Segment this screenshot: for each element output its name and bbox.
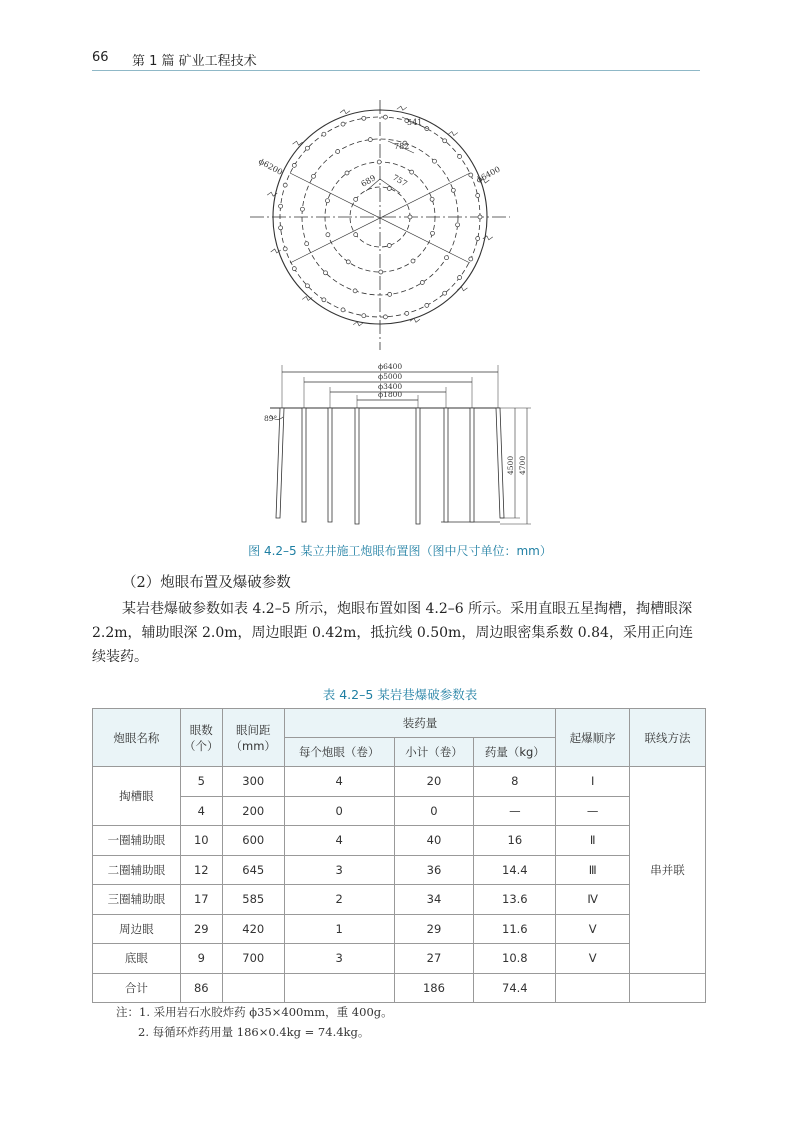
blasthole [420, 281, 424, 285]
blasthole [326, 233, 330, 237]
cell-name: 周边眼 [93, 914, 181, 944]
blasthole [388, 292, 392, 296]
cell-count: 29 [180, 914, 222, 944]
cell-per-hole: 2 [284, 885, 394, 915]
blasthole [430, 197, 434, 201]
cell-spacing: 700 [222, 944, 284, 974]
cell-name: 底眼 [93, 944, 181, 974]
section-hole [302, 408, 306, 522]
blasthole [283, 183, 287, 187]
cell-amount: 10.8 [474, 944, 556, 974]
table-row [93, 767, 706, 797]
blasthole [476, 194, 480, 198]
header-spacing: 眼间距（mm） [222, 709, 284, 767]
blasthole [324, 271, 328, 275]
blasthole [379, 270, 383, 274]
header-charge: 装药量 [284, 709, 556, 738]
blasthole [354, 197, 358, 201]
blasthole [410, 170, 414, 174]
blasthole [305, 146, 309, 150]
section-hole [470, 408, 474, 522]
cell-count: 4 [180, 796, 222, 826]
label-sec-d1800: ϕ1800 [378, 390, 403, 399]
blasthole [322, 132, 326, 136]
blasthole [456, 223, 460, 227]
cell-order: Ⅰ [556, 767, 630, 797]
cell-subtotal: 34 [394, 885, 474, 915]
blasthole [322, 298, 326, 302]
rock-hatch-mark [302, 296, 312, 300]
blasthole [387, 244, 391, 248]
header-per-hole: 每个炮眼（卷） [284, 738, 394, 767]
section-heading: （2）炮眼布置及爆破参数 [122, 575, 291, 591]
cell-order: — [556, 796, 630, 826]
cell-count: 10 [180, 826, 222, 856]
cell-amount: 16 [474, 826, 556, 856]
header-subtotal: 小计（卷） [394, 738, 474, 767]
cell-amount: — [474, 796, 556, 826]
blasthole [362, 116, 366, 120]
blasthole [279, 226, 283, 230]
blasthole [425, 303, 429, 307]
header-count: 眼数（个） [180, 709, 222, 767]
cell-order: Ⅳ [556, 885, 630, 915]
blasthole [383, 315, 387, 319]
cell-name: 三圈辅助眼 [93, 885, 181, 915]
label-sec-d3400: ϕ3400 [378, 382, 403, 391]
plan-view [250, 100, 510, 350]
blasthole [458, 276, 462, 280]
blasthole [283, 247, 287, 251]
label-sec-d6400: ϕ6400 [378, 362, 403, 371]
blasthole [443, 291, 447, 295]
header-order: 起爆顺序 [556, 709, 630, 767]
label-782: 782 [394, 142, 410, 151]
section-hole [276, 408, 284, 518]
cell-amount: 8 [474, 767, 556, 797]
cell-per-hole: 3 [284, 944, 394, 974]
cell-amount: 11.6 [474, 914, 556, 944]
label-541: 541 [407, 118, 423, 127]
blasthole [346, 260, 350, 264]
table-total-row [93, 973, 706, 1003]
table-row [93, 885, 706, 915]
blasthole [362, 314, 366, 318]
note-2: 2. 每循环炸药用量 186×0.4kg = 74.4kg。 [138, 1025, 370, 1039]
cell-per-hole: 4 [284, 767, 394, 797]
section-hole [355, 408, 359, 524]
cell-count: 9 [180, 944, 222, 974]
blasthole [458, 155, 462, 159]
page-header [92, 48, 700, 70]
blasthole-layout-figure [0, 75, 800, 545]
cell-name: 二圈辅助眼 [93, 855, 181, 885]
label-689: 689 [359, 173, 378, 189]
cell-order: Ⅴ [556, 914, 630, 944]
blasthole [383, 115, 387, 119]
header-amount: 药量（kg） [474, 738, 556, 767]
note-1: 注：1. 采用岩石水胶炸药 ϕ35×400mm，重 400g。 [116, 1005, 393, 1019]
blasthole [433, 159, 437, 163]
body-paragraph: 某岩巷爆破参数如表 4.2–5 所示，炮眼布置如图 4.2–6 所示。采用直眼五星掏槽，掏槽眼深 2.2m，辅助眼深 2.0m，周边眼距 0.42m，抵抗线 0.50m，周边眼密集系数 0.84，采用正向连续装药。 [92, 601, 693, 665]
cell-subtotal: 0 [394, 796, 474, 826]
cell-count: 17 [180, 885, 222, 915]
section-title: 第 1 篇 矿业工程技术 [132, 54, 257, 69]
cell-per-hole: 0 [284, 796, 394, 826]
table-row [93, 944, 706, 974]
cell-total-name: 合计 [93, 973, 181, 1003]
blasthole [341, 122, 345, 126]
blasthole [353, 289, 357, 293]
cell-total-subtotal: 186 [394, 973, 474, 1003]
section-hole [328, 408, 332, 522]
cell-subtotal: 20 [394, 767, 474, 797]
blasthole [312, 174, 316, 178]
cell-spacing: 645 [222, 855, 284, 885]
rock-hatch-mark [457, 287, 467, 291]
label-angle: 89° [264, 414, 278, 423]
cell-count: 12 [180, 855, 222, 885]
table-row [93, 914, 706, 944]
blasthole [408, 215, 412, 219]
blasthole [469, 257, 473, 261]
blasthole [443, 139, 447, 143]
blasthole [326, 199, 330, 203]
cell-per-hole: 4 [284, 826, 394, 856]
header-name: 炮眼名称 [93, 709, 181, 767]
label-depth-4700: 4700 [518, 455, 527, 475]
cell-order: Ⅴ [556, 944, 630, 974]
cell-order: Ⅲ [556, 855, 630, 885]
section-holes [276, 408, 504, 524]
label-757: 757 [391, 172, 409, 189]
blasthole [368, 138, 372, 142]
blasthole [300, 207, 304, 211]
header-method: 联线方法 [630, 709, 706, 767]
blasthole [387, 187, 391, 191]
header-rule [92, 70, 700, 71]
cell-count: 5 [180, 767, 222, 797]
cell-amount: 13.6 [474, 885, 556, 915]
blasthole [279, 204, 283, 208]
blasthole [292, 267, 296, 271]
label-sec-d5000: ϕ5000 [378, 372, 403, 381]
blasthole [476, 237, 480, 241]
cell-subtotal: 36 [394, 855, 474, 885]
blasting-parameter-table [92, 708, 706, 1003]
cell-spacing: 200 [222, 796, 284, 826]
cell-spacing: 300 [222, 767, 284, 797]
label-depth-4500: 4500 [506, 455, 515, 475]
blasthole [405, 311, 409, 315]
page-number: 66 [92, 50, 109, 65]
cell-total-amount: 74.4 [474, 973, 556, 1003]
cell-amount: 14.4 [474, 855, 556, 885]
cell-name: 一圈辅助眼 [93, 826, 181, 856]
blasthole [305, 284, 309, 288]
table-notes [116, 1002, 393, 1042]
table-row [93, 855, 706, 885]
blasthole [469, 173, 473, 177]
label-d6400: ϕ6400 [474, 164, 502, 185]
cell-method: 串并联 [630, 767, 706, 974]
cell-spacing: 585 [222, 885, 284, 915]
blasthole [292, 163, 296, 167]
blasthole [431, 231, 435, 235]
section-hole [416, 408, 420, 524]
figure-caption: 图 4.2–5 某立井施工炮眼布置图（图中尺寸单位：mm） [248, 544, 552, 558]
blasthole [341, 308, 345, 312]
cell-subtotal: 27 [394, 944, 474, 974]
section-hole [496, 408, 504, 518]
table-row [93, 826, 706, 856]
cell-subtotal: 29 [394, 914, 474, 944]
label-d6200: ϕ6200 [257, 156, 285, 177]
section-hole [444, 408, 448, 522]
cell-order: Ⅱ [556, 826, 630, 856]
table-caption: 表 4.2–5 某岩巷爆破参数表 [322, 687, 478, 702]
cell-total-count: 86 [180, 973, 222, 1003]
rock-hatch-mark [340, 110, 350, 114]
rock-hatch-mark [397, 106, 407, 110]
blasthole [354, 233, 358, 237]
blasthole [336, 150, 340, 154]
cell-per-hole: 1 [284, 914, 394, 944]
blasthole [305, 242, 309, 246]
blasthole [411, 259, 415, 263]
blasthole [345, 171, 349, 175]
blasthole [478, 215, 482, 219]
cell-spacing: 420 [222, 914, 284, 944]
table-row [93, 796, 706, 826]
cell-name: 掏槽眼 [93, 767, 181, 826]
cell-per-hole: 3 [284, 855, 394, 885]
cell-spacing: 600 [222, 826, 284, 856]
blasthole [451, 188, 455, 192]
cell-subtotal: 40 [394, 826, 474, 856]
blasthole [377, 160, 381, 164]
blasthole [445, 256, 449, 260]
